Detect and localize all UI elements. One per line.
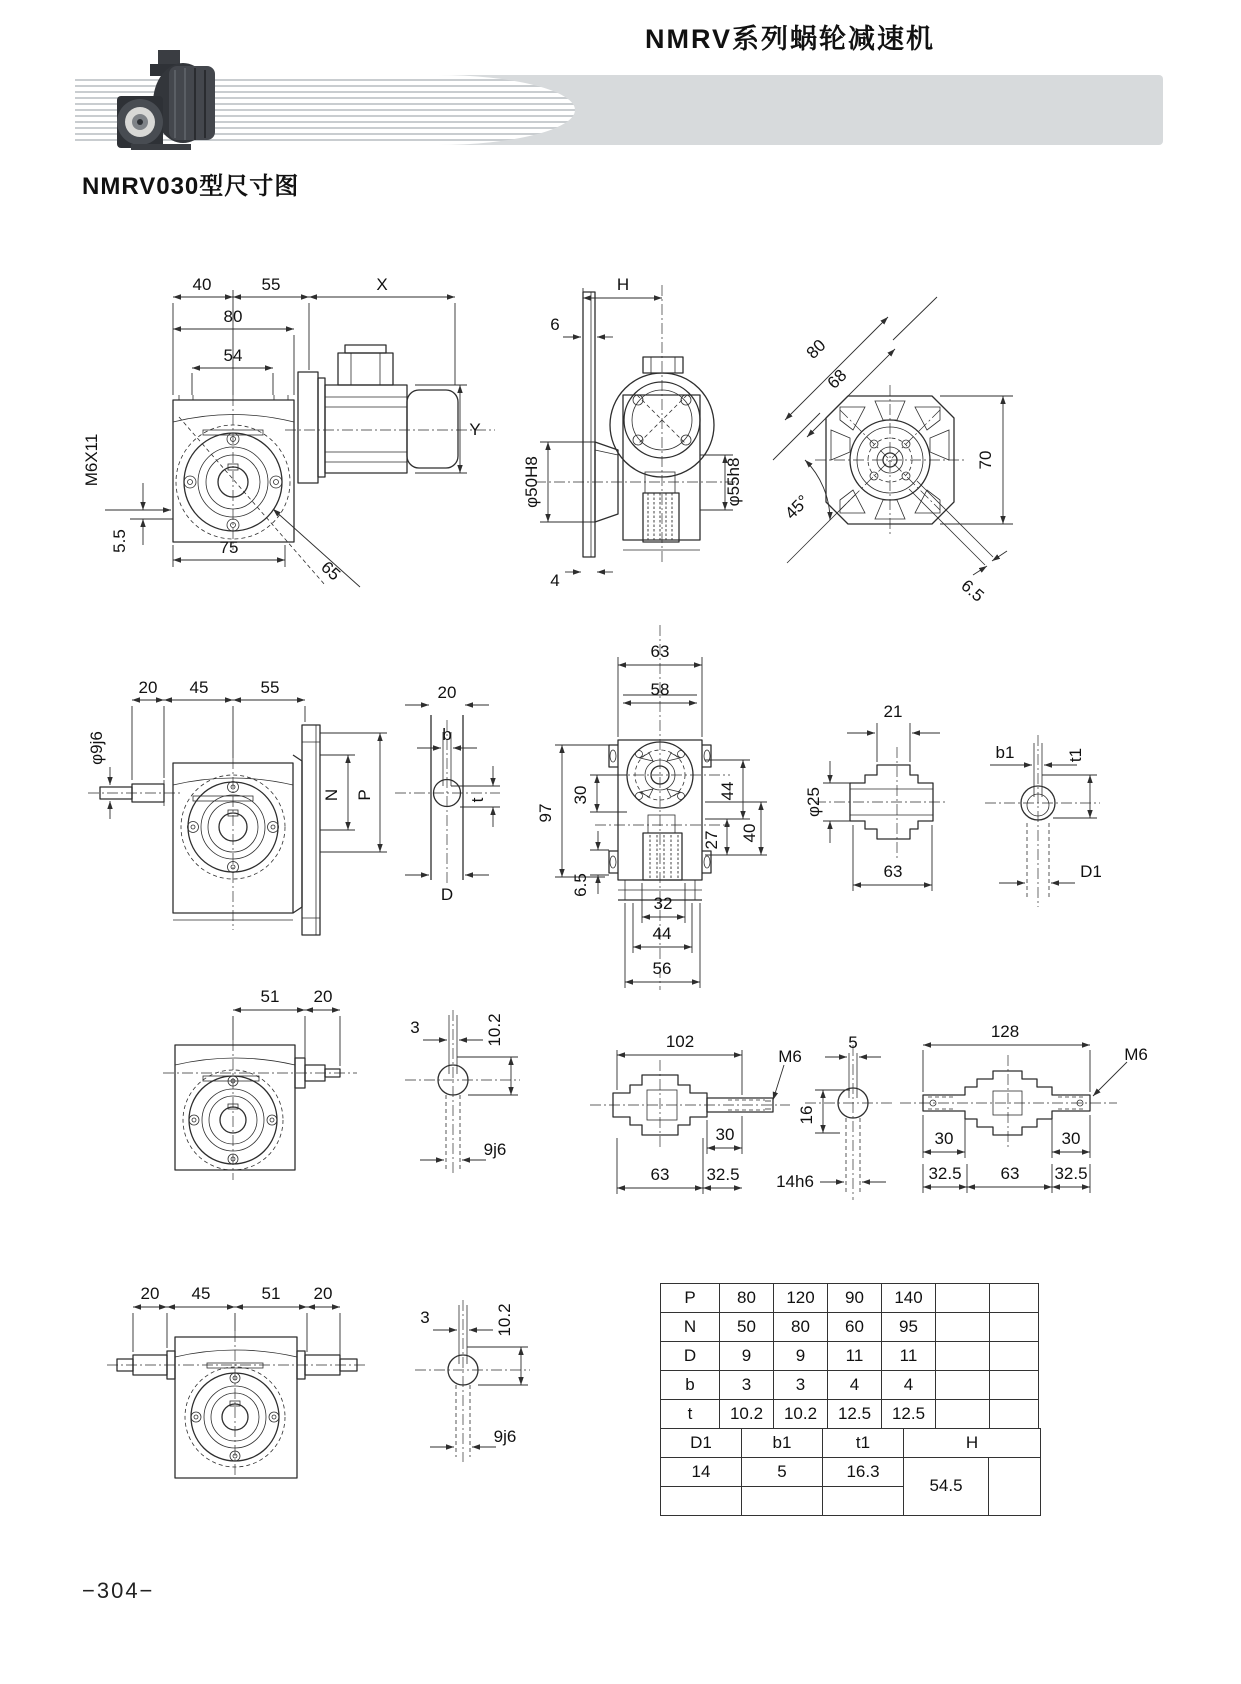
dim-75: 75	[219, 538, 239, 557]
view-rear-flange	[745, 285, 1045, 615]
cell: 140	[882, 1284, 936, 1313]
dim-55: 55	[261, 275, 281, 294]
dim-55: 55	[260, 678, 280, 697]
cell: 16.3	[823, 1457, 904, 1486]
view-worm-single	[560, 950, 900, 1210]
cell: 12.5	[828, 1400, 882, 1429]
dim-65: 65	[317, 557, 345, 585]
cell: 90	[828, 1284, 882, 1313]
cell	[936, 1313, 990, 1342]
dim-t1: t1	[1066, 747, 1085, 763]
dim-56: 56	[652, 959, 672, 978]
cell: b	[661, 1371, 720, 1400]
view-shaft-section	[375, 640, 515, 910]
cell: 11	[828, 1342, 882, 1371]
dim-21: 21	[883, 702, 903, 721]
dim-Y: Y	[469, 420, 481, 439]
front-single-dims	[233, 987, 340, 1066]
dim-30: 30	[715, 1125, 735, 1144]
cell: 5	[742, 1457, 823, 1486]
view-input-key-1	[390, 930, 550, 1180]
cell: H	[904, 1428, 1041, 1457]
front-double-dims	[133, 1284, 340, 1356]
worm-double-geometry	[900, 1055, 1117, 1150]
front-output-dims	[87, 678, 387, 852]
dim-N: N	[322, 788, 341, 802]
page-number: −304−	[82, 1578, 155, 1603]
dim-45: 45	[191, 1284, 211, 1303]
cell: 12.5	[882, 1400, 936, 1429]
dim-51: 51	[261, 1284, 281, 1303]
input-key2-dims	[420, 1303, 528, 1447]
cell: 80	[774, 1313, 828, 1342]
dim-32-5r: 32.5	[1054, 1164, 1088, 1183]
dim-32-5l: 32.5	[928, 1164, 962, 1183]
cell: D1	[661, 1428, 742, 1457]
product-photo	[95, 48, 265, 153]
dim-H: H	[616, 275, 630, 294]
shaft-section-dims	[405, 683, 500, 904]
dim-63: 63	[650, 642, 670, 661]
cell: b1	[742, 1428, 823, 1457]
cell: 95	[882, 1313, 936, 1342]
view-side	[495, 250, 745, 595]
table-row	[661, 1371, 1039, 1400]
dim-f55: φ55h8	[724, 457, 743, 507]
worm-double-dims	[923, 1022, 1148, 1193]
cell: 3	[774, 1371, 828, 1400]
cell	[936, 1284, 990, 1313]
dim-P: P	[355, 789, 374, 801]
front-output-geometry	[88, 725, 320, 935]
dim-44b: 44	[652, 924, 672, 943]
front-motor-dims	[82, 275, 481, 587]
dim-40: 40	[192, 275, 212, 294]
view-front-motor	[75, 245, 505, 595]
cell: D	[661, 1342, 720, 1371]
dim-b1: b1	[995, 743, 1015, 762]
dim-9j6: 9j6	[483, 1140, 507, 1159]
dim-m6x11: M6X11	[82, 433, 101, 487]
cell	[990, 1313, 1039, 1342]
cell: 4	[882, 1371, 936, 1400]
dim-10-2: 10.2	[485, 1013, 504, 1047]
cell: 50	[720, 1313, 774, 1342]
dim-58: 58	[650, 680, 670, 699]
cell: N	[661, 1313, 720, 1342]
dim-32-5: 32.5	[706, 1165, 740, 1184]
dimension-table-top	[660, 1283, 1039, 1429]
table-row	[661, 1428, 1041, 1457]
cell	[989, 1457, 1041, 1515]
cell	[936, 1371, 990, 1400]
cell	[990, 1342, 1039, 1371]
cell	[990, 1284, 1039, 1313]
dimension-table-bottom	[660, 1428, 1041, 1516]
cell: 80	[720, 1284, 774, 1313]
table-row	[661, 1400, 1039, 1429]
dim-f50: φ50H8	[522, 456, 541, 508]
dim-20: 20	[138, 678, 158, 697]
cell: 60	[828, 1313, 882, 1342]
dim-20: 20	[437, 683, 457, 702]
front-double-geometry	[107, 1331, 367, 1478]
cell: P	[661, 1284, 720, 1313]
cell: 9	[720, 1342, 774, 1371]
view-input-key-2	[400, 1195, 560, 1445]
dim-80: 80	[802, 335, 830, 363]
cell: 14	[661, 1457, 742, 1486]
dim-9j6: 9j6	[493, 1427, 517, 1446]
dim-70: 70	[976, 450, 995, 470]
cell	[742, 1486, 823, 1515]
dim-20r: 20	[313, 1284, 333, 1303]
dim-45: 45	[189, 678, 209, 697]
dim-102: 102	[665, 1032, 695, 1051]
view-worm-double	[855, 950, 1190, 1210]
dim-63: 63	[883, 862, 903, 881]
cell	[936, 1400, 990, 1429]
dim-97: 97	[536, 803, 555, 823]
worm-single-geometry	[590, 1045, 895, 1200]
dimension-table	[660, 1283, 1041, 1516]
dim-D1: D1	[1080, 862, 1102, 881]
cell: 10.2	[774, 1400, 828, 1429]
dim-45deg: 45°	[781, 491, 813, 523]
page-title: NMRV系列蜗轮减速机	[644, 24, 935, 54]
dim-44: 44	[718, 781, 737, 801]
dim-f9j6: φ9j6	[87, 731, 106, 765]
dim-51: 51	[260, 987, 280, 1006]
dim-t: t	[468, 797, 487, 803]
dim-16: 16	[797, 1105, 816, 1125]
cell: 11	[882, 1342, 936, 1371]
view-front-output	[80, 630, 400, 960]
dim-3: 3	[410, 1018, 420, 1037]
table-row	[661, 1313, 1039, 1342]
dim-6: 6	[550, 315, 560, 334]
dim-20l: 20	[140, 1284, 160, 1303]
side-dims	[522, 275, 743, 590]
dim-30l: 30	[934, 1129, 954, 1148]
dim-5-5: 5.5	[110, 529, 129, 553]
dim-f25: φ25	[804, 787, 823, 817]
dim-30r: 30	[1061, 1129, 1081, 1148]
dim-40: 40	[740, 823, 759, 843]
cell: 54.5	[904, 1457, 989, 1515]
dim-63: 63	[650, 1165, 670, 1184]
rear-flange-dims	[773, 297, 1013, 606]
dim-10-2: 10.2	[495, 1303, 514, 1337]
dim-M6: M6	[778, 1047, 802, 1066]
dim-3: 3	[420, 1308, 430, 1327]
gearmotor-photo	[117, 50, 215, 150]
cell: 9	[774, 1342, 828, 1371]
cell: 120	[774, 1284, 828, 1313]
dim-80: 80	[223, 307, 243, 326]
dim-20: 20	[313, 987, 333, 1006]
dim-D: D	[440, 885, 454, 904]
dim-6-5: 6.5	[957, 575, 988, 606]
cell: t1	[823, 1428, 904, 1457]
table-row	[661, 1342, 1039, 1371]
dim-30: 30	[571, 785, 590, 805]
cell	[661, 1486, 742, 1515]
view-front-double-shaft	[95, 1185, 445, 1485]
cell	[990, 1371, 1039, 1400]
dim-54: 54	[223, 346, 243, 365]
dim-6-5: 6.5	[571, 873, 590, 897]
dim-27: 27	[702, 830, 721, 850]
input-key1-dims	[410, 1013, 518, 1160]
dim-b: b	[442, 725, 452, 744]
section-title: NMRV030型尺寸图	[82, 173, 300, 200]
dim-M6: M6	[1124, 1045, 1148, 1064]
view-output-key-section	[915, 655, 1105, 915]
cell: t	[661, 1400, 720, 1429]
table-row	[661, 1284, 1039, 1313]
dim-14h6: 14h6	[776, 1172, 814, 1191]
cell	[823, 1486, 904, 1515]
cell	[990, 1400, 1039, 1429]
cell: 10.2	[720, 1400, 774, 1429]
table-row	[661, 1457, 1041, 1486]
dim-5: 5	[848, 1033, 858, 1052]
cell	[936, 1342, 990, 1371]
dim-4: 4	[550, 571, 560, 590]
cell: 3	[720, 1371, 774, 1400]
dim-32: 32	[653, 894, 673, 913]
dim-68: 68	[823, 365, 851, 393]
dim-128: 128	[990, 1022, 1020, 1041]
dim-63: 63	[1000, 1164, 1020, 1183]
cell: 4	[828, 1371, 882, 1400]
dim-X: X	[376, 275, 388, 294]
side-geometry	[535, 285, 735, 565]
front-single-geometry	[163, 1040, 357, 1180]
